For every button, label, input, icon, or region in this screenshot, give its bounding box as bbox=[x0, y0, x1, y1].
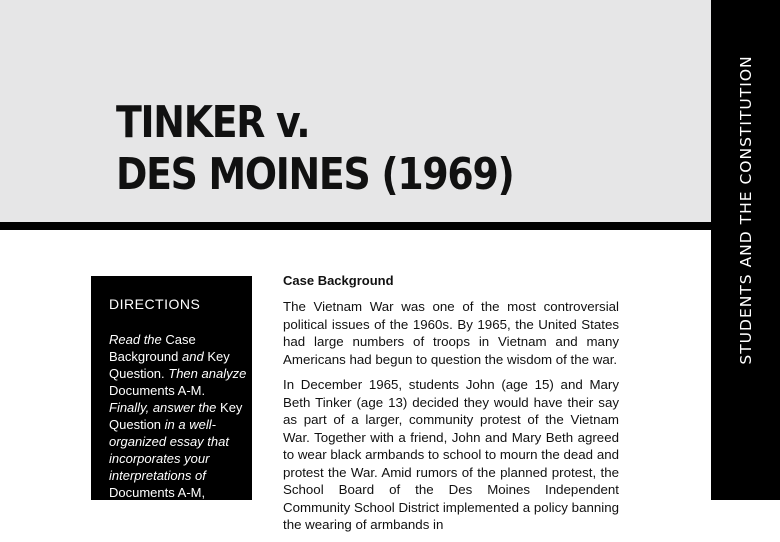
side-label: STUDENTS AND THE CONSTITUTION bbox=[737, 55, 755, 365]
directions-segment: Then analyze bbox=[168, 366, 247, 381]
directions-heading: DIRECTIONS bbox=[109, 296, 201, 312]
page-title bbox=[116, 97, 514, 201]
directions-segment: Key Question bbox=[109, 400, 243, 432]
title-rule bbox=[0, 222, 711, 230]
directions-segment: Key Question. bbox=[109, 349, 230, 381]
paragraph-1: The Vietnam War was one of the most controversial political issues of the 1960s. By 1965, the United States had large numbers of troops in Vietnam and many Americans had begun to question the wisdom of the war. bbox=[283, 299, 619, 367]
title-line-1: TINKER v. bbox=[116, 97, 310, 148]
case-background-heading: Case Background bbox=[283, 273, 394, 288]
directions-segment: in a well-organized essay that incorporates your interpretations of bbox=[109, 417, 229, 483]
directions-segment: Finally, answer the bbox=[109, 400, 221, 415]
paragraph-2: In December 1965, students John (age 15) and Mary Beth Tinker (age 13) decided they would have their say as part of a larger, community protest of the Vietnam War. Together with a friend, John and Mary Beth agreed to wear black armbands to school to mourn the dead and protest the War. Amid rumors of the planned protest, the School Board of the Des Moines Independent Community School District implemented a policy banning the wearing of armbands in bbox=[283, 377, 619, 532]
directions-segment: Documents A-M, bbox=[109, 485, 206, 500]
directions-segment: Documents A-M. bbox=[109, 383, 206, 398]
directions-box bbox=[91, 276, 252, 500]
directions-text bbox=[109, 331, 247, 501]
title-line-2: DES MOINES (1969) bbox=[116, 149, 514, 200]
directions-segment: and bbox=[182, 349, 208, 364]
case-background-section bbox=[283, 272, 619, 542]
directions-segment: Case Background bbox=[109, 332, 196, 364]
directions-segment: Read the bbox=[109, 332, 166, 347]
